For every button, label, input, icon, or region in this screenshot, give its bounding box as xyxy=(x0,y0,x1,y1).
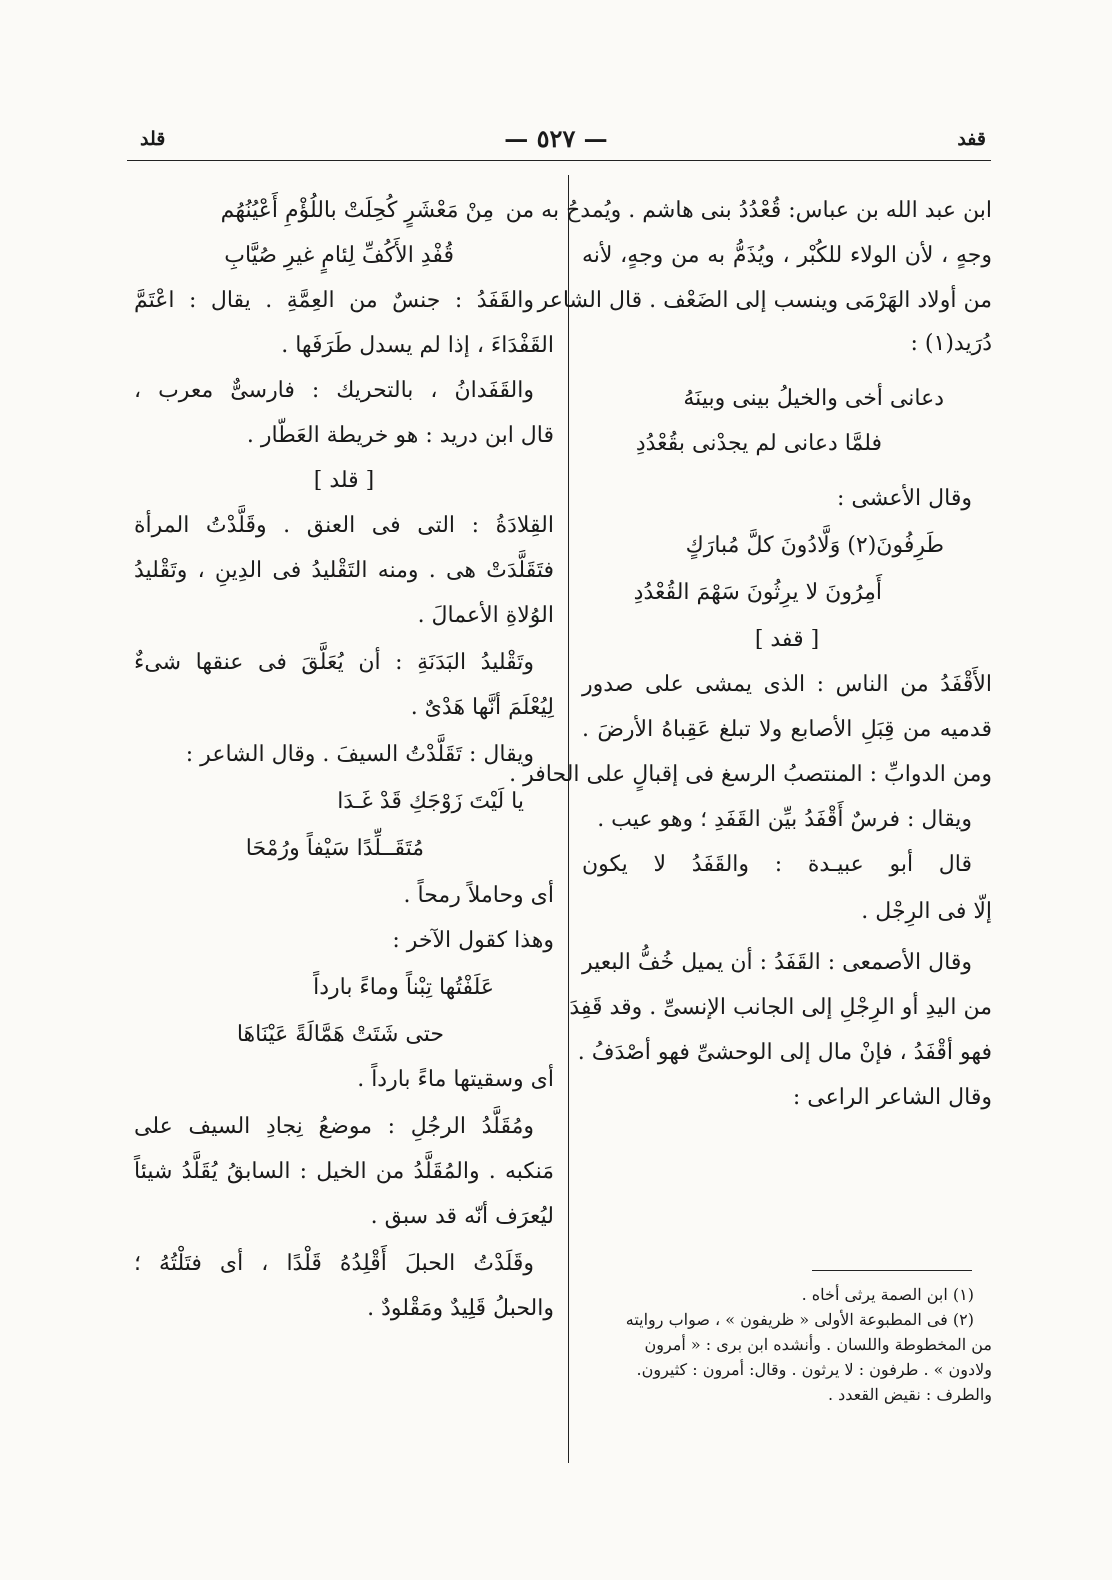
text-line: والقَفَدُ : جنسٌ من العِمَّةِ . يقال : اعْتَمَّ xyxy=(134,288,534,313)
verse-line: طَرِفُونَ(٢) وَلَّادُونَ كلَّ مُبارَكٍ xyxy=(685,533,944,558)
footnote: (٢) فى المطبوعة الأولى « ظريفون » ، صواب روايته xyxy=(625,1310,974,1329)
text-line: والحبلُ قَلِيدٌ ومَقْلودٌ . xyxy=(367,1296,554,1321)
text-line: القِلادَةُ : التى فى العنق . وقَلَّدْتُ المرأة xyxy=(134,513,554,538)
text-line: وقَلَدْتُ الحبلَ أَقْلِدُهُ قَلْدًا ، أى فتَلْتُهُ ؛ xyxy=(134,1251,534,1276)
verse-line: قُفْدِ الأَكُفِّ لِئامٍ غيرِ صُيَّابِ xyxy=(224,243,454,268)
text-line: فتَقَلَّدَتْ هى . ومنه التَقْليدُ فى الدِينِ ، وتَقْليدُ xyxy=(134,558,554,583)
verse-line: يا لَيْتَ زَوْجَكِ قَدْ غَـدَا xyxy=(337,789,524,814)
verse-line: مِنْ مَعْشَرٍ كُحِلَتْ باللُؤْمِ أَعْيُنُهُم xyxy=(220,198,494,223)
text-line: الأَقْفَدُ من الناس : الذى يمشى على صدور xyxy=(582,672,992,697)
verse-line: عَلَفْتُها تِبْناً وماءً بارداً xyxy=(313,975,494,1000)
text-line: ومن الدوابِّ : المنتصبُ الرسغ فى إقبالٍ على الحافر . xyxy=(509,762,992,787)
verse-line: دعانى أخى والخيلُ بينى وبينَهُ xyxy=(683,386,944,411)
text-line: دُرَيد(١) : xyxy=(910,331,992,356)
left-column xyxy=(134,178,554,1321)
text-line: أى وحاملاً رمحاً . xyxy=(403,883,554,908)
text-line: ومُقَلَّدُ الرجُلِ : موضعُ نِجادِ السيف على xyxy=(134,1114,534,1139)
verse-line: أَمِرُونَ لا يرِثُونَ سَهْمَ القُعْدُدِ xyxy=(633,580,882,605)
text-line: وقال الأصمعى : القَفَدُ : أن يميل خُفُّ البعير xyxy=(582,950,972,975)
text-line: الوُلاةِ الأعمالَ . xyxy=(417,603,554,628)
text-line: إلّا فى الرِجْل . xyxy=(861,899,992,924)
text-line: القَفْدَاءَ ، إذا لم يسدل طَرَفَها . xyxy=(281,333,554,358)
text-line: لِيُعْلَمَ أنَّها هَدْىٌ . xyxy=(410,695,554,720)
footnote: ولادون » . طرفون : لا يرثون . وقال: أمرون : كثيرون. xyxy=(636,1360,992,1379)
text-line: ويقال : فرسٌ أَقْفَدُ بيِّن القَفَدِ ؛ وهو عيب . xyxy=(597,807,972,832)
footnote-rule xyxy=(812,1270,972,1271)
footnote: من المخطوطة واللسان . وأنشده ابن برى : « أمرون xyxy=(644,1335,992,1354)
text-line: قال ابن دريد : هو خريطة العَطّار . xyxy=(246,423,554,448)
text-line: فهو أقْفَدُ ، فإنْ مال إلى الوحشىِّ فهو أصْدَفُ . xyxy=(577,1040,992,1065)
text-line: ويقال : تَقَلَّدْتُ السيفَ . وقال الشاعر : xyxy=(185,742,534,767)
text-line: مَنكبه . والمُقَلَّدُ من الخيل : السابقُ يُقَلَّدُ شيئاً xyxy=(134,1159,554,1184)
entry-heading-qafad: [ قفد ] xyxy=(754,627,820,652)
header-rule xyxy=(127,160,991,161)
column-divider xyxy=(568,175,569,1463)
text-line: وهذا كقول الآخر : xyxy=(392,928,554,953)
text-line: وتَقْليدُ البَدَنَةِ : أن يُعَلَّقَ فى عنقها شىءٌ xyxy=(134,650,534,675)
verse-line: مُتَقَــلِّدًا سَيْفاً ورُمْحَا xyxy=(245,836,424,861)
text-line: والقَفَدانُ ، بالتحريك : فارسىٌّ معرب ، xyxy=(134,378,534,403)
text-line: قدميه من قِبَلِ الأصابع ولا تبلغ عَقِباهُ الأرضَ . xyxy=(582,717,992,742)
entry-heading-qalad: [ قلد ] xyxy=(313,468,375,493)
verse-line: حتى شَتَتْ هَمَّالَةً عَيْنَاهَا xyxy=(236,1022,444,1047)
text-line: وجهٍ ، لأن الولاء للكُبْر ، ويُذَمُّ به من وجهٍ، لأنه xyxy=(582,243,992,268)
footnote: والطرف : نقيض القعدد . xyxy=(827,1385,992,1404)
header-right-keyword: قفد xyxy=(957,128,986,150)
text-line: قال أبو عبيـدة : والقَفَدُ لا يكون xyxy=(582,852,972,877)
text-line: ليُعرَف أنّه قد سبق . xyxy=(370,1204,554,1229)
verse-line: فلمَّا دعانى لم يجدْنى بقُعْدُدِ xyxy=(635,431,882,456)
text-line: أى وسقيتها ماءً بارداً . xyxy=(357,1067,554,1092)
footnote: (١) ابن الصمة يرثى أخاه . xyxy=(801,1285,974,1304)
text-line: ابن عبد الله بن عباس: قُعْدُدُ بنى هاشم . ويُمدحُ به من xyxy=(505,198,992,223)
text-line: وقال الأعشى : xyxy=(837,486,972,511)
text-line: وقال الشاعر الراعى : xyxy=(792,1085,992,1110)
page-number: — ٥٢٧ — xyxy=(504,124,608,153)
right-column xyxy=(505,178,992,1110)
footnotes xyxy=(585,1282,992,1407)
text-line: من أولاد الهَرْمَى وينسب إلى الضَعْف . قال الشاعر xyxy=(537,288,992,313)
text-line: من اليدِ أو الرِجْلِ إلى الجانب الإنسىِّ . وقد قَفِدَ xyxy=(569,995,992,1020)
header-left-keyword: قلد xyxy=(140,128,166,150)
